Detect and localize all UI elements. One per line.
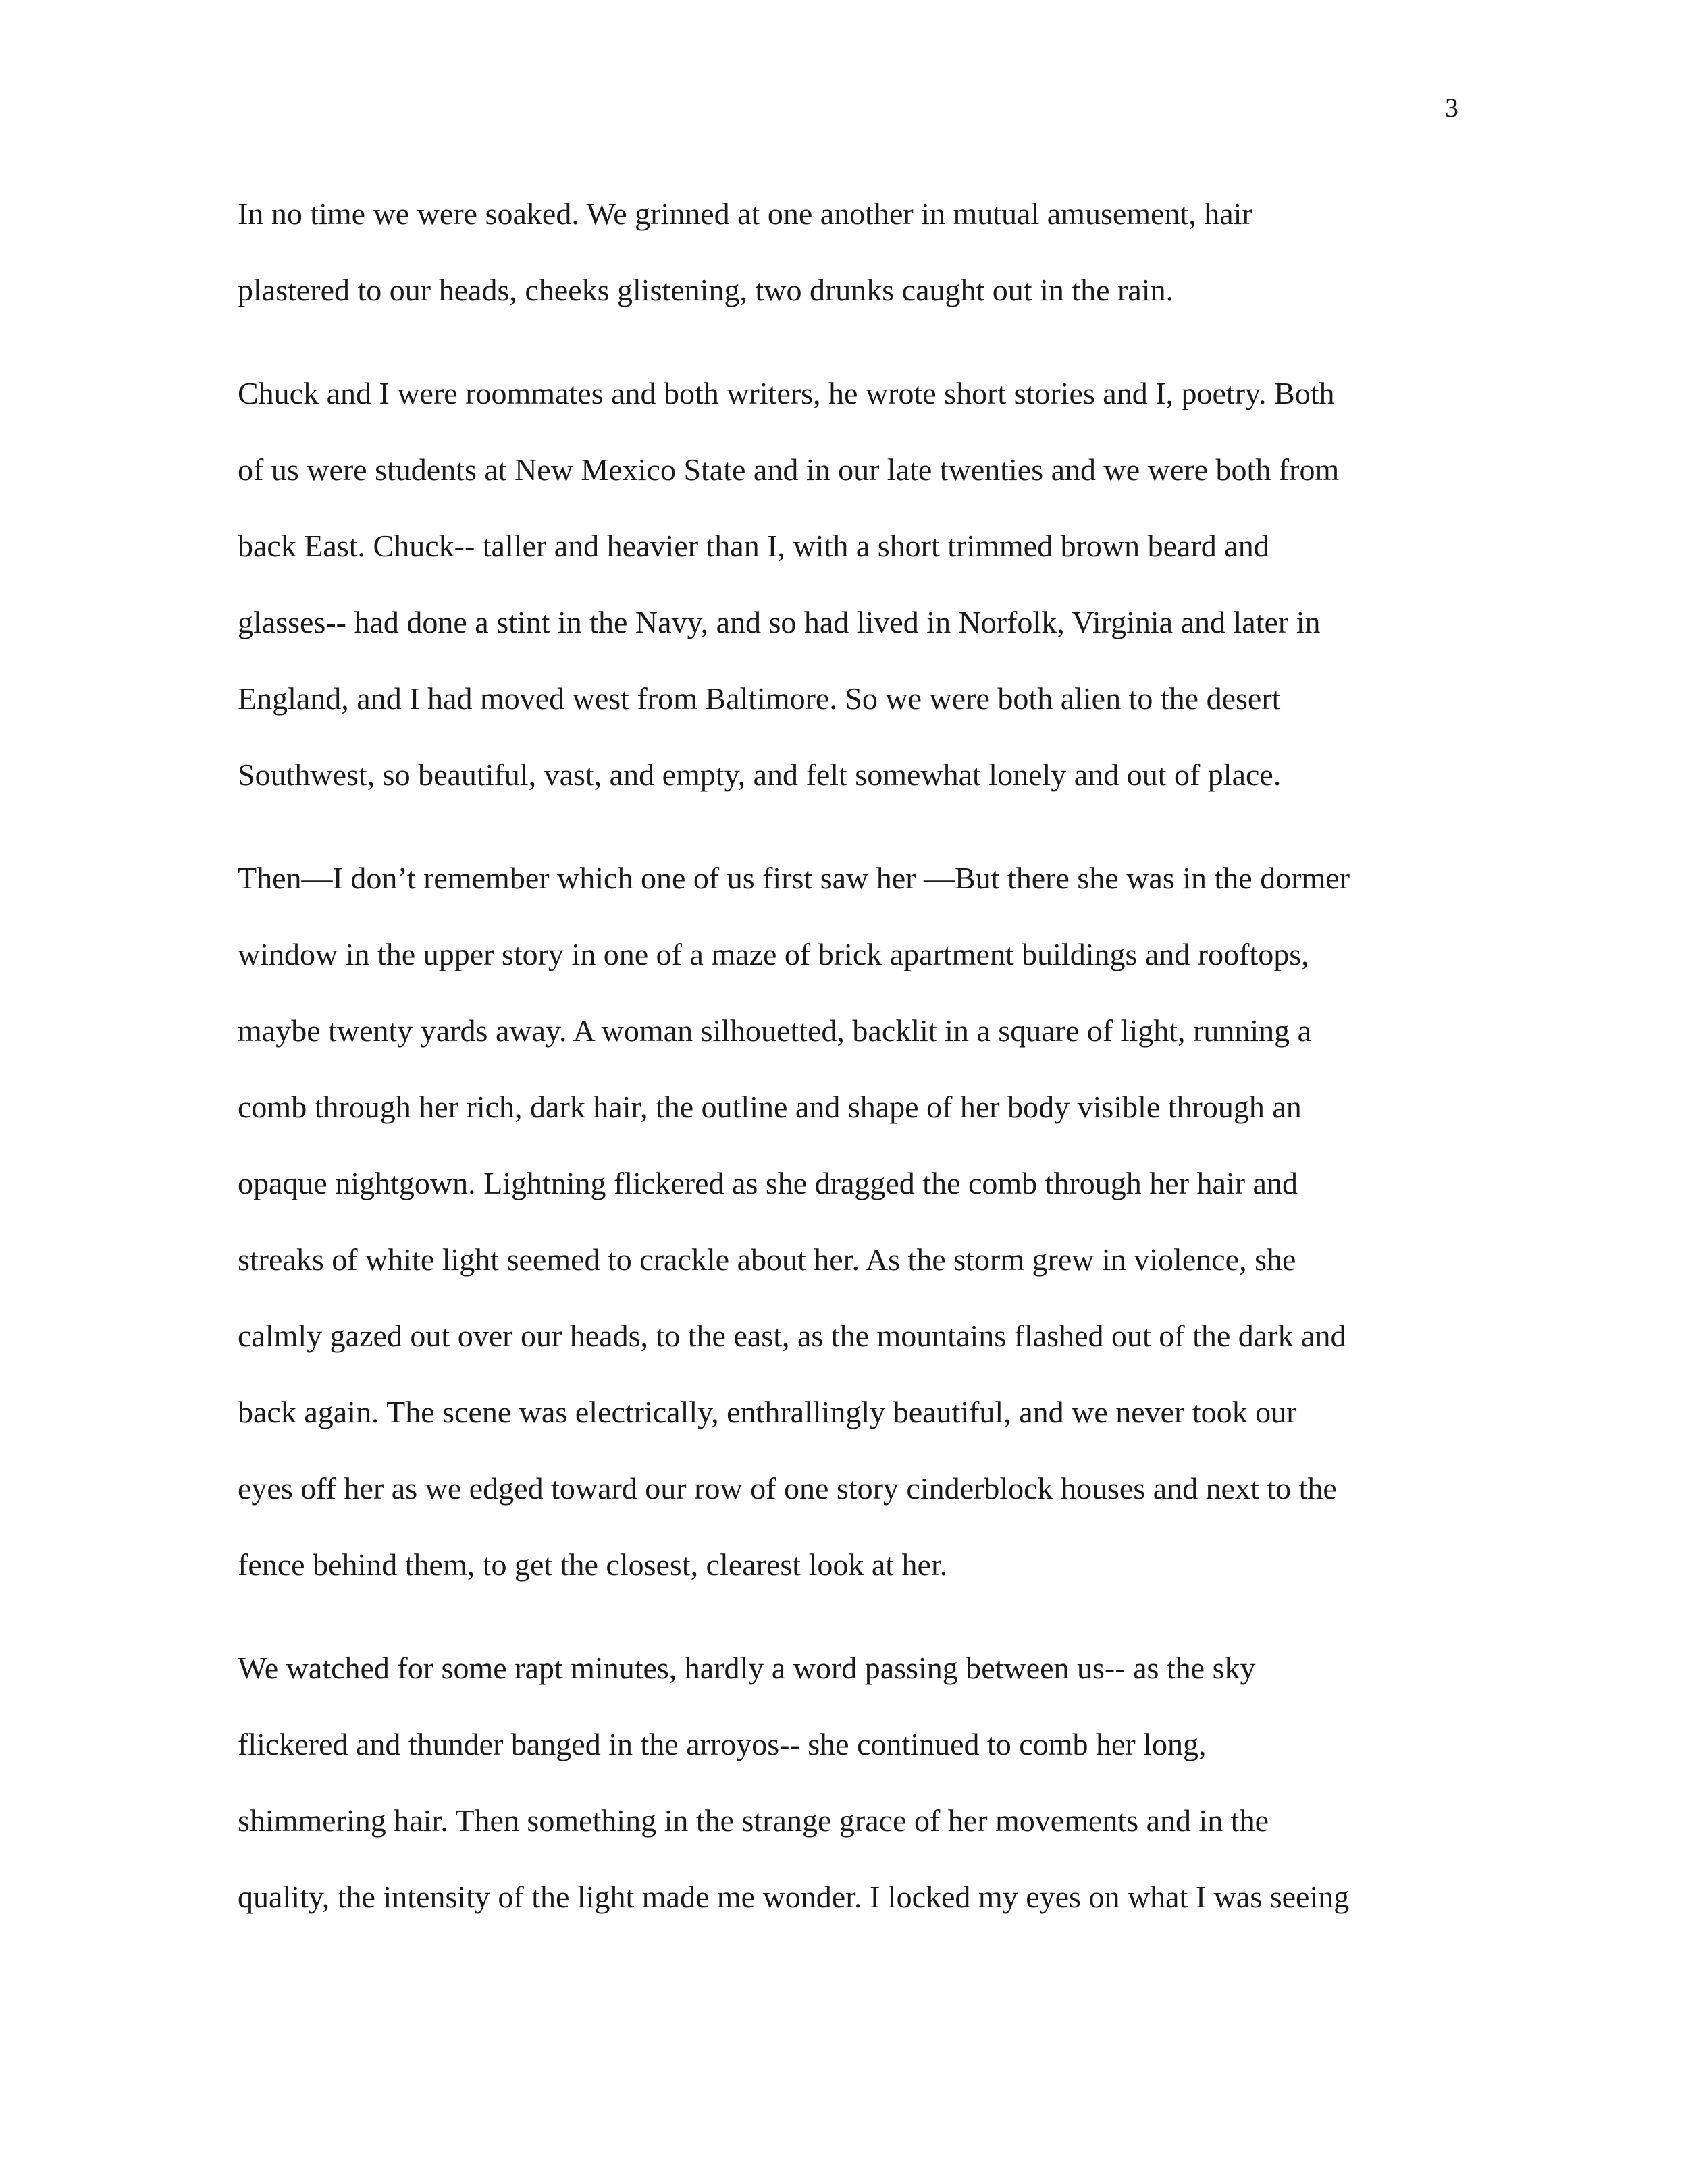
text-line: We watched for some rapt minutes, hardly a word passing between us-- as the sky [238,1651,1256,1685]
paragraph [238,1630,1453,1935]
paragraph [238,840,1453,1603]
paragraph [238,355,1453,813]
text-line: streaks of white light seemed to crackle about her. As the storm grew in violence, she [238,1242,1296,1277]
text-line: fence behind them, to get the closest, clearest look at her. [238,1547,948,1582]
text-line: shimmering hair. Then something in the strange grace of her movements and in the [238,1803,1269,1838]
text-line: comb through her rich, dark hair, the outline and shape of her body visible through an [238,1090,1302,1124]
text-line: opaque nightgown. Lightning flickered as she dragged the comb through her hair and [238,1166,1298,1200]
text-line: plastered to our heads, cheeks glistening, two drunks caught out in the rain. [238,273,1174,307]
text-line: window in the upper story in one of a maze of brick apartment buildings and rooftops, [238,937,1309,971]
text-line: In no time we were soaked. We grinned at one another in mutual amusement, hair [238,196,1252,231]
text-line: eyes off her as we edged toward our row of one story cinderblock houses and next to the [238,1471,1337,1506]
text-line: Southwest, so beautiful, vast, and empty, and felt somewhat lonely and out of place. [238,757,1282,792]
text-line: calmly gazed out over our heads, to the east, as the mountains flashed out of the dark and [238,1319,1346,1353]
text-line: quality, the intensity of the light made me wonder. I locked my eyes on what I was seeing [238,1880,1350,1914]
body-text [238,176,1453,1962]
text-line: back East. Chuck-- taller and heavier than I, with a short trimmed brown beard and [238,529,1269,563]
page-number: 3 [1445,92,1458,123]
paragraph [238,176,1453,328]
text-line: maybe twenty yards away. A woman silhouetted, backlit in a square of light, running a [238,1013,1312,1048]
text-line: of us were students at New Mexico State and in our late twenties and we were both from [238,452,1340,487]
text-line: back again. The scene was electrically, enthrallingly beautiful, and we never took our [238,1395,1297,1429]
text-line: Then—I don’t remember which one of us first saw her —But there she was in the dormer [238,861,1350,895]
text-line: flickered and thunder banged in the arroyos-- she continued to comb her long, [238,1727,1207,1761]
text-line: glasses-- had done a stint in the Navy, and so had lived in Norfolk, Virginia and later in [238,605,1321,639]
text-line: England, and I had moved west from Baltimore. So we were both alien to the desert [238,681,1281,716]
text-line: Chuck and I were roommates and both writers, he wrote short stories and I, poetry. Both [238,376,1335,410]
